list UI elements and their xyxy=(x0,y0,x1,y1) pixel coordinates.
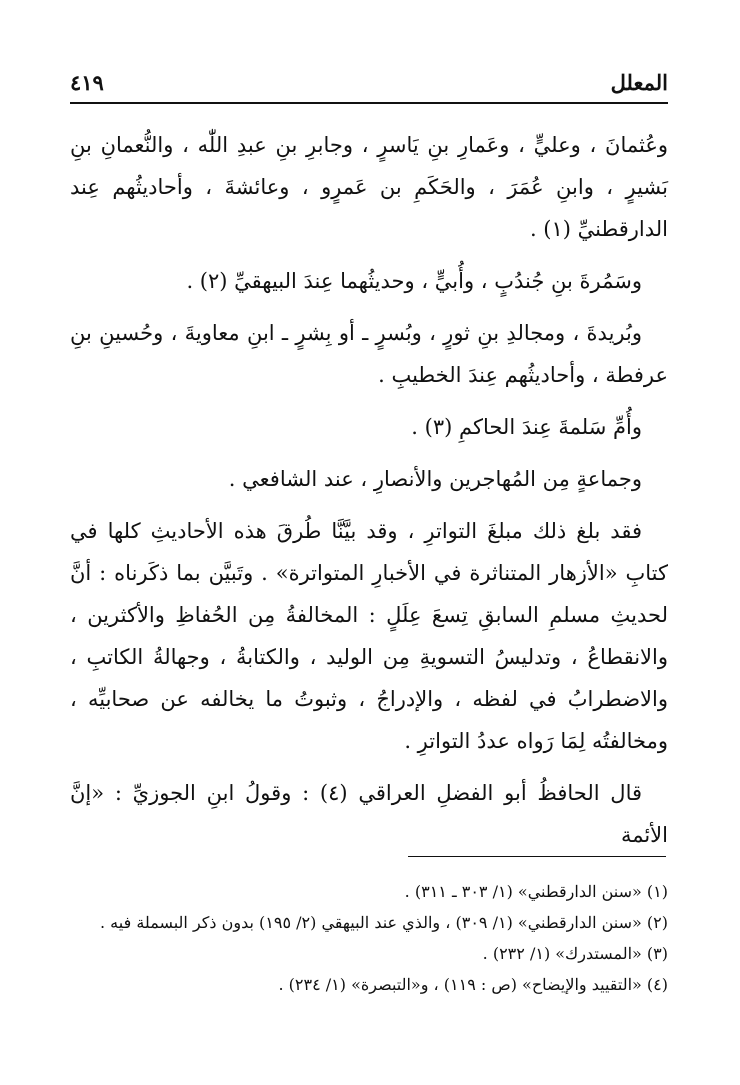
paragraph-narrators-bayhaqi: وسَمُرةَ بنِ جُندُبٍ ، وأُبيٍّ ، وحديثُهما عِندَ البيهقيِّ (٢) . xyxy=(186,269,642,293)
page-header xyxy=(70,68,668,104)
footnote-4: (٤) «التقييد والإيضاح» (ص : ١١٩) ، و«التبصرة» (١/ ٢٣٤) . xyxy=(278,975,668,994)
paragraph-narrators-hakim: وأُمِّ سَلمةَ عِندَ الحاكمِ (٣) . xyxy=(411,415,642,439)
footnote-1: (١) «سنن الدارقطني» (١/ ٣٠٣ ـ ٣١١) . xyxy=(404,882,668,901)
footnote-3: (٣) «المستدرك» (١/ ٢٣٢) . xyxy=(482,944,668,963)
paragraph-iraqi-quote: قال الحافظُ أبو الفضلِ العراقي (٤) : وقولُ ابنِ الجوزيِّ : «إنَّ الأئمة xyxy=(70,781,668,847)
paragraph-narrators-daraqutni: وعُثمانَ ، وعليٍّ ، وعَمارِ بنِ يَاسرٍ ، وجابرِ بنِ عبدِ اللّٰه ، والنُّعمانِ بنِ بَشيرٍ ، وابنِ عُمَرَ ، والحَكَمِ بن عَمرٍو ، وعائشةَ ، وأحاديثُهم عِند الدارقطنيِّ (١) . xyxy=(70,133,668,241)
footnotes xyxy=(70,876,668,1000)
footnote-2: (٢) «سنن الدارقطني» (١/ ٣٠٩) ، والذي عند البيهقي (٢/ ١٩٥) بدون ذكر البسملة فيه . xyxy=(100,913,668,932)
paragraph-narrators-khatib: وبُريدةَ ، ومجالدِ بنِ ثورٍ ، وبُسرٍ ـ أو بِشرٍ ـ ابنِ معاويةَ ، وحُسينِ بنِ عرفطة ، وأحاديثُهم عِندَ الخطيبِ . xyxy=(70,321,668,387)
paragraph-narrators-shafii: وجماعةٍ مِن المُهاجرين والأنصارِ ، عند الشافعي . xyxy=(228,467,642,491)
running-title: المعلل xyxy=(610,70,668,95)
page-number: ٤١٩ xyxy=(70,70,104,95)
paragraph-tawatur-conclusion: فقد بلغ ذلك مبلغَ التواترِ ، وقد بيَّنَّا طُرقَ هذه الأحاديثِ كلها في كتابِ «الأزهار المتناثرة في الأخبارِ المتواترة» . وتَبيَّن بما ذكَرناه : أنَّ لحديثِ مسلمِ السابقِ تِسعَ عِلَلٍ : المخالفةُ مِن الحُفاظِ والأكثرين ، والانقطاعُ ، وتدليسُ التسويةِ مِن الوليد ، والكتابةُ ، وجهالةُ الكاتبِ ، والاضطرابُ في لفظه ، والإدراجُ ، وثبوتُ ما يخالفه عن صحابيِّه ، ومخالفتُه لِمَا رَواه عددُ التواترِ . xyxy=(70,519,668,753)
footnote-divider xyxy=(408,856,666,857)
main-text xyxy=(70,124,668,866)
